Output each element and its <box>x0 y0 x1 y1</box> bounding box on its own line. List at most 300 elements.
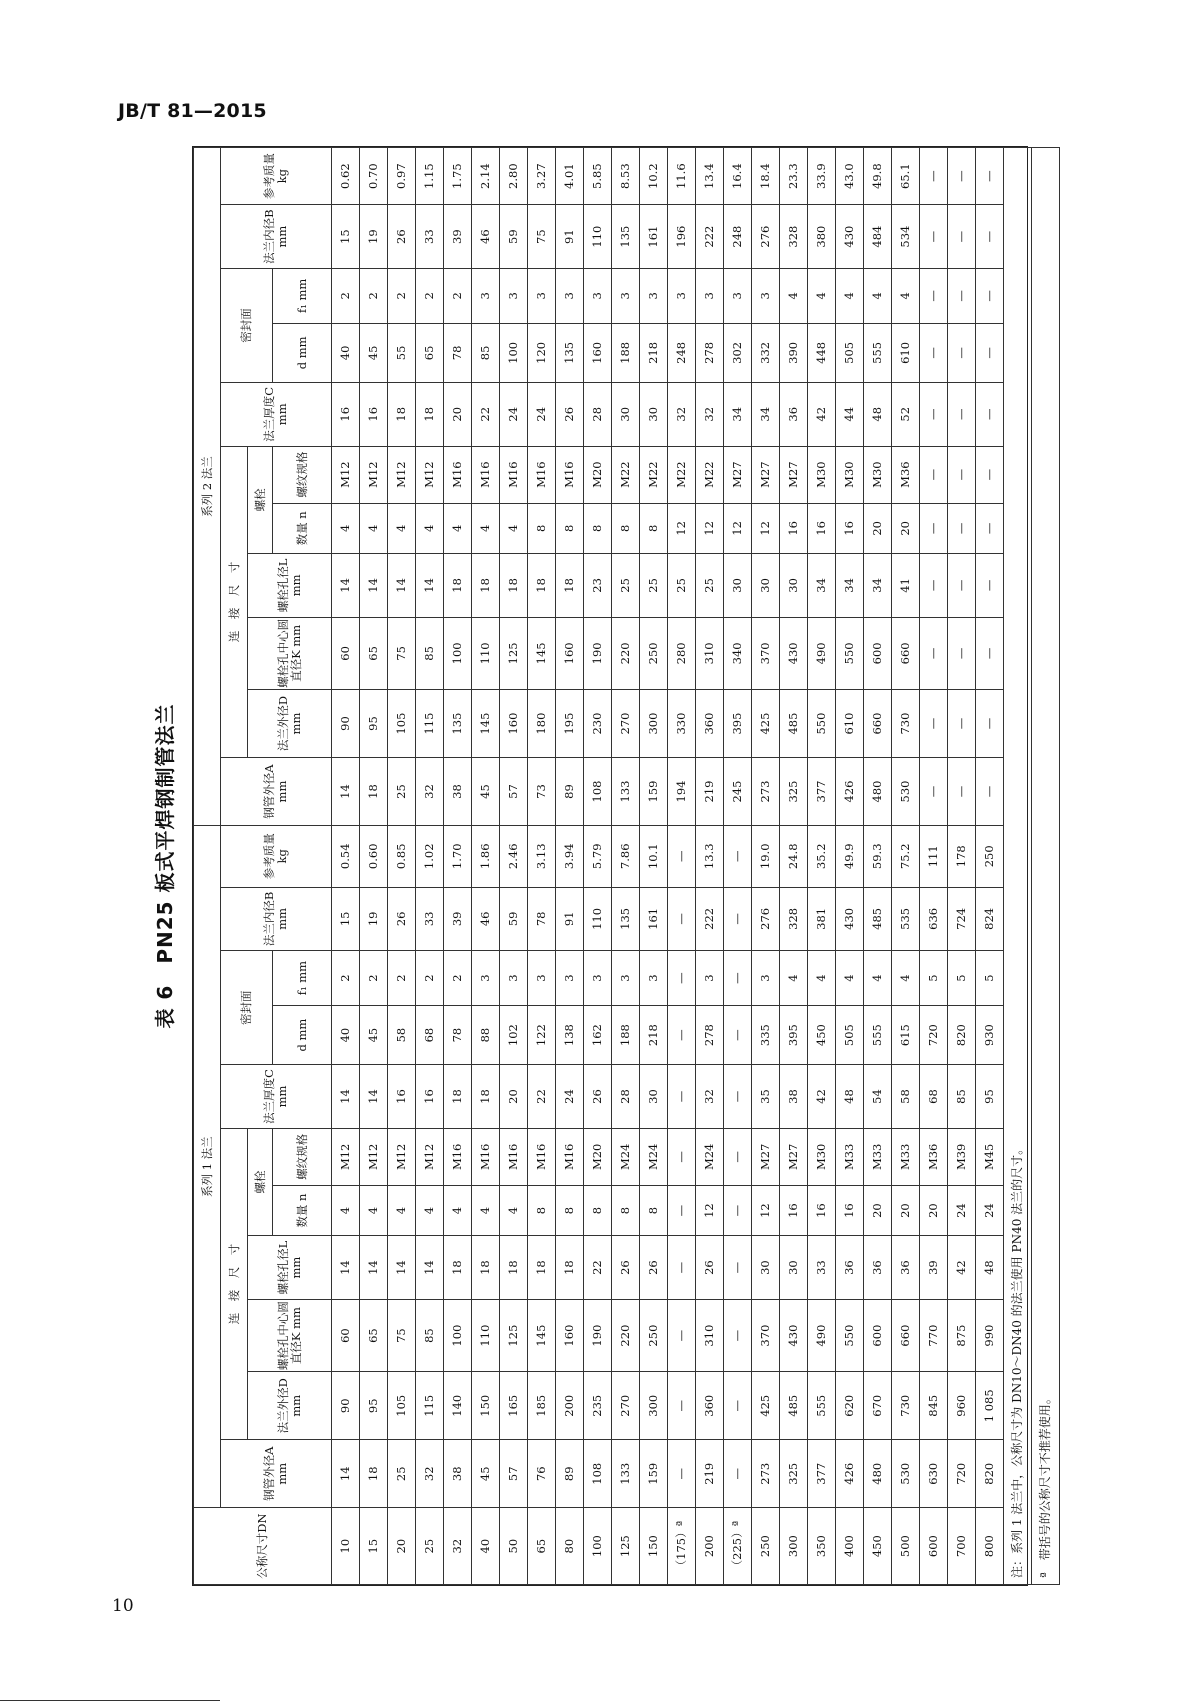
table-row <box>976 148 1004 1585</box>
cell-s2-4: 16 <box>836 503 864 553</box>
cell-s2-3: 30 <box>780 554 808 618</box>
cell-s1-2: 990 <box>976 1299 1004 1371</box>
cell-s2-6: 32 <box>668 382 696 446</box>
cell-s2-5: M30 <box>864 446 892 503</box>
cell-s2-8: 3 <box>612 268 640 323</box>
cell-s2-5: M22 <box>668 446 696 503</box>
cell-s1-2: 370 <box>752 1299 780 1371</box>
cell-s1-7: 505 <box>836 1005 864 1064</box>
cell-s1-2: 490 <box>808 1299 836 1371</box>
cell-s2-7: 40 <box>332 323 360 382</box>
cell-s1-2: 100 <box>444 1299 472 1371</box>
cell-s2-1: 180 <box>528 690 556 758</box>
cell-s1-6: 95 <box>976 1065 1004 1129</box>
cell-s1-5: M24 <box>640 1128 668 1185</box>
cell-s2-0: — <box>920 758 948 826</box>
cell-s1-3: 36 <box>864 1236 892 1300</box>
cell-s1-3: 14 <box>416 1236 444 1300</box>
cell-s1-7: 122 <box>528 1005 556 1064</box>
cell-s1-7: 78 <box>444 1005 472 1064</box>
table-row <box>696 148 724 1585</box>
cell-s1-0: 108 <box>584 1440 612 1508</box>
cell-s1-0: 76 <box>528 1440 556 1508</box>
cell-s1-3: 42 <box>948 1236 976 1300</box>
cell-s2-1: 610 <box>836 690 864 758</box>
cell-s2-3: 25 <box>640 554 668 618</box>
cell-s1-9: 430 <box>836 887 864 951</box>
cell-s2-3: 18 <box>528 554 556 618</box>
cell-s2-4: 4 <box>444 503 472 553</box>
cell-s1-10: 10.1 <box>640 826 668 888</box>
cell-s1-10: 1.86 <box>472 826 500 888</box>
cell-s2-10: 10.2 <box>640 148 668 205</box>
cell-dn: （225）ª <box>724 1508 752 1585</box>
cell-s1-9: 276 <box>752 887 780 951</box>
cell-s1-10: 2.46 <box>500 826 528 888</box>
cell-s2-7: 332 <box>752 323 780 382</box>
s1-col-seal-f1: f₁ mm <box>273 951 332 1006</box>
cell-s1-5: M24 <box>696 1128 724 1185</box>
cell-s1-0: — <box>724 1440 752 1508</box>
cell-s1-10: 7.86 <box>612 826 640 888</box>
cell-s2-5: M22 <box>696 446 724 503</box>
cell-s1-9: 636 <box>920 887 948 951</box>
table-row <box>556 148 584 1585</box>
cell-s2-7: 85 <box>472 323 500 382</box>
cell-s2-7: 448 <box>808 323 836 382</box>
cell-s2-0: 25 <box>388 758 416 826</box>
cell-s2-3: 14 <box>416 554 444 618</box>
cell-s2-0: 133 <box>612 758 640 826</box>
cell-s2-10: — <box>920 148 948 205</box>
cell-s2-2: 370 <box>752 617 780 689</box>
cell-s2-9: 59 <box>500 205 528 269</box>
cell-s2-6: — <box>976 382 1004 446</box>
cell-s1-0: — <box>668 1440 696 1508</box>
cell-s1-1: 165 <box>500 1372 528 1440</box>
cell-s2-1: 115 <box>416 690 444 758</box>
cell-s1-3: 18 <box>444 1236 472 1300</box>
cell-s1-0: 38 <box>444 1440 472 1508</box>
cell-s2-1: 230 <box>584 690 612 758</box>
cell-s2-5: M12 <box>332 446 360 503</box>
cell-s2-9: — <box>948 205 976 269</box>
cell-s2-2: 310 <box>696 617 724 689</box>
cell-s2-6: 18 <box>416 382 444 446</box>
cell-s1-2: 250 <box>640 1299 668 1371</box>
cell-s1-1: 270 <box>612 1372 640 1440</box>
cell-s2-8: 2 <box>332 268 360 323</box>
cell-s2-8: 3 <box>752 268 780 323</box>
cell-s1-3: 18 <box>556 1236 584 1300</box>
cell-s2-0: 73 <box>528 758 556 826</box>
cell-s1-10: 178 <box>948 826 976 888</box>
cell-s2-1: 425 <box>752 690 780 758</box>
cell-s1-9: 724 <box>948 887 976 951</box>
cell-s2-4: 4 <box>472 503 500 553</box>
table-row <box>836 148 864 1585</box>
cell-s1-10: 0.54 <box>332 826 360 888</box>
cell-s2-7: 278 <box>696 323 724 382</box>
cell-s1-3: 18 <box>472 1236 500 1300</box>
cell-s2-10: 18.4 <box>752 148 780 205</box>
cell-s1-0: 530 <box>892 1440 920 1508</box>
cell-s2-8: 3 <box>528 268 556 323</box>
cell-s2-0: 194 <box>668 758 696 826</box>
cell-s1-1: 115 <box>416 1372 444 1440</box>
cell-s2-5: M16 <box>528 446 556 503</box>
cell-s1-5: M20 <box>584 1128 612 1185</box>
cell-s2-5: M36 <box>892 446 920 503</box>
cell-s1-0: 45 <box>472 1440 500 1508</box>
cell-s2-10: 33.9 <box>808 148 836 205</box>
cell-s2-5: M12 <box>416 446 444 503</box>
cell-dn: 350 <box>808 1508 836 1585</box>
cell-s1-8: 3 <box>472 951 500 1006</box>
cell-s2-1: 105 <box>388 690 416 758</box>
table-row <box>500 148 528 1585</box>
cell-s2-0: 57 <box>500 758 528 826</box>
cell-s1-4: 20 <box>892 1185 920 1235</box>
table-row <box>668 148 696 1585</box>
cell-s1-2: 85 <box>416 1299 444 1371</box>
cell-s1-10: 5.79 <box>584 826 612 888</box>
cell-s1-6: 18 <box>472 1065 500 1129</box>
cell-dn: 250 <box>752 1508 780 1585</box>
cell-s2-9: — <box>976 205 1004 269</box>
cell-s2-3: 34 <box>864 554 892 618</box>
cell-dn: 80 <box>556 1508 584 1585</box>
cell-s1-7: — <box>724 1005 752 1064</box>
cell-s1-5: M16 <box>444 1128 472 1185</box>
cell-s1-10: 111 <box>920 826 948 888</box>
cell-s2-4: 8 <box>640 503 668 553</box>
cell-s1-9: 110 <box>584 887 612 951</box>
cell-s1-8: 3 <box>752 951 780 1006</box>
cell-s1-8: 3 <box>696 951 724 1006</box>
cell-s1-10: 1.70 <box>444 826 472 888</box>
cell-s2-1: — <box>976 690 1004 758</box>
cell-s2-0: 325 <box>780 758 808 826</box>
cell-s2-2: 660 <box>892 617 920 689</box>
cell-s1-7: 88 <box>472 1005 500 1064</box>
cell-s2-10: 3.27 <box>528 148 556 205</box>
cell-s2-5: M12 <box>360 446 388 503</box>
cell-s2-10: 1.15 <box>416 148 444 205</box>
cell-s2-2: 65 <box>360 617 388 689</box>
cell-s2-6: 24 <box>528 382 556 446</box>
cell-s1-8: 4 <box>892 951 920 1006</box>
cell-s1-2: 75 <box>388 1299 416 1371</box>
cell-s1-5: M16 <box>528 1128 556 1185</box>
cell-s1-2: 60 <box>332 1299 360 1371</box>
cell-s1-0: 480 <box>864 1440 892 1508</box>
table-row <box>640 148 668 1585</box>
cell-s1-2: — <box>724 1299 752 1371</box>
cell-dn: 50 <box>500 1508 528 1585</box>
cell-s1-8: 2 <box>444 951 472 1006</box>
cell-s2-9: 19 <box>360 205 388 269</box>
cell-s1-8: 3 <box>528 951 556 1006</box>
cell-s2-8: 3 <box>696 268 724 323</box>
cell-s2-10: 0.97 <box>388 148 416 205</box>
cell-s1-7: 615 <box>892 1005 920 1064</box>
cell-s2-3: — <box>948 554 976 618</box>
cell-s1-5: M33 <box>892 1128 920 1185</box>
cell-s1-1: — <box>668 1372 696 1440</box>
cell-s2-1: — <box>948 690 976 758</box>
cell-s1-6: 54 <box>864 1065 892 1129</box>
cell-s1-3: 18 <box>528 1236 556 1300</box>
cell-s2-5: M22 <box>612 446 640 503</box>
cell-s2-6: 28 <box>584 382 612 446</box>
table-row <box>444 148 472 1585</box>
cell-s2-0: 89 <box>556 758 584 826</box>
cell-s1-8: 3 <box>640 951 668 1006</box>
cell-s2-1: 485 <box>780 690 808 758</box>
cell-s2-4: 16 <box>780 503 808 553</box>
s1-col-bolt-count: 数量 n <box>273 1185 332 1235</box>
cell-s1-9: 26 <box>388 887 416 951</box>
cell-s1-1: 670 <box>864 1372 892 1440</box>
cell-s2-3: 30 <box>752 554 780 618</box>
cell-s2-6: 24 <box>500 382 528 446</box>
cell-s1-4: 8 <box>556 1185 584 1235</box>
cell-s2-4: 4 <box>500 503 528 553</box>
cell-s1-8: 5 <box>948 951 976 1006</box>
cell-s2-2: 430 <box>780 617 808 689</box>
s2-bolt-header: 螺栓 <box>248 446 273 553</box>
cell-s1-0: 18 <box>360 1440 388 1508</box>
cell-s2-5: — <box>948 446 976 503</box>
cell-s2-0: 530 <box>892 758 920 826</box>
cell-s1-9: 381 <box>808 887 836 951</box>
cell-s1-7: 555 <box>864 1005 892 1064</box>
cell-s1-1: 620 <box>836 1372 864 1440</box>
cell-s2-8: — <box>976 268 1004 323</box>
cell-s2-6: — <box>920 382 948 446</box>
s2-connection-header: 连 接 尺 寸 <box>221 446 248 757</box>
cell-s2-10: 0.70 <box>360 148 388 205</box>
cell-s2-10: 16.4 <box>724 148 752 205</box>
cell-s1-2: 220 <box>612 1299 640 1371</box>
cell-s2-2: 125 <box>500 617 528 689</box>
cell-s2-2: 550 <box>836 617 864 689</box>
cell-dn: 600 <box>920 1508 948 1585</box>
table-note-1: 注：系列 1 法兰中，公称尺寸为 DN10～DN40 的法兰使用 PN40 法兰的尺寸。 <box>1004 148 1032 1585</box>
cell-s1-0: 219 <box>696 1440 724 1508</box>
cell-s2-7: 390 <box>780 323 808 382</box>
cell-s2-2: — <box>976 617 1004 689</box>
cell-dn: 800 <box>976 1508 1004 1585</box>
cell-s2-9: 110 <box>584 205 612 269</box>
cell-s2-8: 3 <box>724 268 752 323</box>
cell-s1-6: 14 <box>360 1065 388 1129</box>
cell-s2-2: 190 <box>584 617 612 689</box>
cell-s1-1: 235 <box>584 1372 612 1440</box>
cell-s1-4: 4 <box>444 1185 472 1235</box>
cell-s2-6: 26 <box>556 382 584 446</box>
cell-s1-6: — <box>724 1065 752 1129</box>
cell-s2-5: M16 <box>472 446 500 503</box>
cell-s1-5: M39 <box>948 1128 976 1185</box>
cell-s1-1: — <box>724 1372 752 1440</box>
cell-s1-7: 395 <box>780 1005 808 1064</box>
table-row <box>892 148 920 1585</box>
cell-s1-3: 26 <box>612 1236 640 1300</box>
cell-s2-4: — <box>976 503 1004 553</box>
cell-s1-3: 30 <box>780 1236 808 1300</box>
cell-s2-1: 730 <box>892 690 920 758</box>
cell-s1-0: 377 <box>808 1440 836 1508</box>
cell-s2-2: 490 <box>808 617 836 689</box>
cell-s1-1: 105 <box>388 1372 416 1440</box>
cell-s1-2: 770 <box>920 1299 948 1371</box>
cell-s1-2: 125 <box>500 1299 528 1371</box>
cell-s1-6: 38 <box>780 1065 808 1129</box>
cell-s2-8: 3 <box>500 268 528 323</box>
cell-s2-5: M16 <box>500 446 528 503</box>
cell-s1-2: 660 <box>892 1299 920 1371</box>
cell-s1-1: 95 <box>360 1372 388 1440</box>
cell-s1-10: 75.2 <box>892 826 920 888</box>
cell-s2-3: — <box>976 554 1004 618</box>
cell-s1-5: M27 <box>780 1128 808 1185</box>
cell-s1-7: 278 <box>696 1005 724 1064</box>
cell-s1-0: 273 <box>752 1440 780 1508</box>
cell-s2-8: 3 <box>640 268 668 323</box>
cell-s2-4: 12 <box>668 503 696 553</box>
cell-s2-5: M22 <box>640 446 668 503</box>
table-row <box>388 148 416 1585</box>
cell-s1-7: 45 <box>360 1005 388 1064</box>
cell-s1-3: 26 <box>640 1236 668 1300</box>
cell-s2-4: 12 <box>752 503 780 553</box>
cell-s1-9: 328 <box>780 887 808 951</box>
cell-s1-2: 160 <box>556 1299 584 1371</box>
cell-s1-10: 1.02 <box>416 826 444 888</box>
cell-s1-9: 91 <box>556 887 584 951</box>
cell-s2-3: 14 <box>360 554 388 618</box>
cell-s2-0: 377 <box>808 758 836 826</box>
cell-s1-7: 720 <box>920 1005 948 1064</box>
cell-s2-7: — <box>948 323 976 382</box>
cell-s1-9: 161 <box>640 887 668 951</box>
cell-dn: 40 <box>472 1508 500 1585</box>
cell-s1-6: 16 <box>416 1065 444 1129</box>
table-row <box>808 148 836 1585</box>
cell-s2-8: 3 <box>472 268 500 323</box>
s2-seal-header: 密封面 <box>221 268 273 382</box>
cell-s2-0: 18 <box>360 758 388 826</box>
cell-s2-4: — <box>920 503 948 553</box>
cell-s1-5: M16 <box>500 1128 528 1185</box>
cell-s2-1: 300 <box>640 690 668 758</box>
cell-s2-2: — <box>920 617 948 689</box>
cell-dn: 700 <box>948 1508 976 1585</box>
cell-s1-2: 875 <box>948 1299 976 1371</box>
cell-s1-3: 14 <box>332 1236 360 1300</box>
cell-s1-3: 36 <box>836 1236 864 1300</box>
cell-s2-10: 43.0 <box>836 148 864 205</box>
cell-s1-8: — <box>724 951 752 1006</box>
cell-s1-6: 42 <box>808 1065 836 1129</box>
cell-s2-1: 270 <box>612 690 640 758</box>
cell-dn: 300 <box>780 1508 808 1585</box>
cell-s1-3: 39 <box>920 1236 948 1300</box>
cell-s1-9: 15 <box>332 887 360 951</box>
cell-s2-5: M12 <box>388 446 416 503</box>
table-row <box>472 148 500 1585</box>
table-row <box>528 148 556 1585</box>
cell-s2-10: 2.80 <box>500 148 528 205</box>
table-row <box>864 148 892 1585</box>
cell-dn: 32 <box>444 1508 472 1585</box>
cell-s1-9: 78 <box>528 887 556 951</box>
cell-s1-7: 188 <box>612 1005 640 1064</box>
s2-col-seal-d: d mm <box>273 323 332 382</box>
cell-s2-7: 188 <box>612 323 640 382</box>
cell-s1-7: 138 <box>556 1005 584 1064</box>
cell-s1-5: M33 <box>836 1128 864 1185</box>
cell-s2-4: 20 <box>864 503 892 553</box>
cell-s2-5: M30 <box>808 446 836 503</box>
s2-col-thickness: 法兰厚度C mm <box>221 382 332 446</box>
cell-s2-9: 26 <box>388 205 416 269</box>
cell-s1-9: 46 <box>472 887 500 951</box>
cell-s1-8: 3 <box>556 951 584 1006</box>
cell-s2-4: 8 <box>612 503 640 553</box>
cell-s1-4: 20 <box>920 1185 948 1235</box>
cell-s2-2: 280 <box>668 617 696 689</box>
cell-s1-10: 0.60 <box>360 826 388 888</box>
cell-s2-8: 2 <box>360 268 388 323</box>
cell-s2-9: 248 <box>724 205 752 269</box>
cell-s1-5: M30 <box>808 1128 836 1185</box>
cell-s2-4: 8 <box>528 503 556 553</box>
cell-s2-2: 145 <box>528 617 556 689</box>
cell-s1-7: 335 <box>752 1005 780 1064</box>
s1-col-thickness: 法兰厚度C mm <box>221 1065 332 1129</box>
s2-col-bolt-hole: 螺栓孔径L mm <box>248 554 332 618</box>
cell-s1-0: 133 <box>612 1440 640 1508</box>
cell-s2-6: 16 <box>332 382 360 446</box>
cell-s1-1: 90 <box>332 1372 360 1440</box>
cell-s2-3: 14 <box>332 554 360 618</box>
cell-dn: 400 <box>836 1508 864 1585</box>
cell-s2-5: — <box>976 446 1004 503</box>
cell-s2-2: 250 <box>640 617 668 689</box>
cell-s2-4: 4 <box>416 503 444 553</box>
cell-s1-10: 24.8 <box>780 826 808 888</box>
cell-s1-0: 325 <box>780 1440 808 1508</box>
cell-s2-5: M27 <box>724 446 752 503</box>
cell-s2-2: 160 <box>556 617 584 689</box>
cell-s2-4: 4 <box>332 503 360 553</box>
cell-s1-8: 4 <box>836 951 864 1006</box>
cell-s1-2: 65 <box>360 1299 388 1371</box>
cell-s2-8: — <box>948 268 976 323</box>
cell-s1-6: 24 <box>556 1065 584 1129</box>
cell-s1-9: — <box>724 887 752 951</box>
cell-s2-1: 145 <box>472 690 500 758</box>
cell-s2-0: — <box>948 758 976 826</box>
cell-s1-8: 4 <box>780 951 808 1006</box>
cell-s2-8: 2 <box>416 268 444 323</box>
cell-s2-2: — <box>948 617 976 689</box>
cell-s1-9: 222 <box>696 887 724 951</box>
table-body <box>332 148 1004 1585</box>
